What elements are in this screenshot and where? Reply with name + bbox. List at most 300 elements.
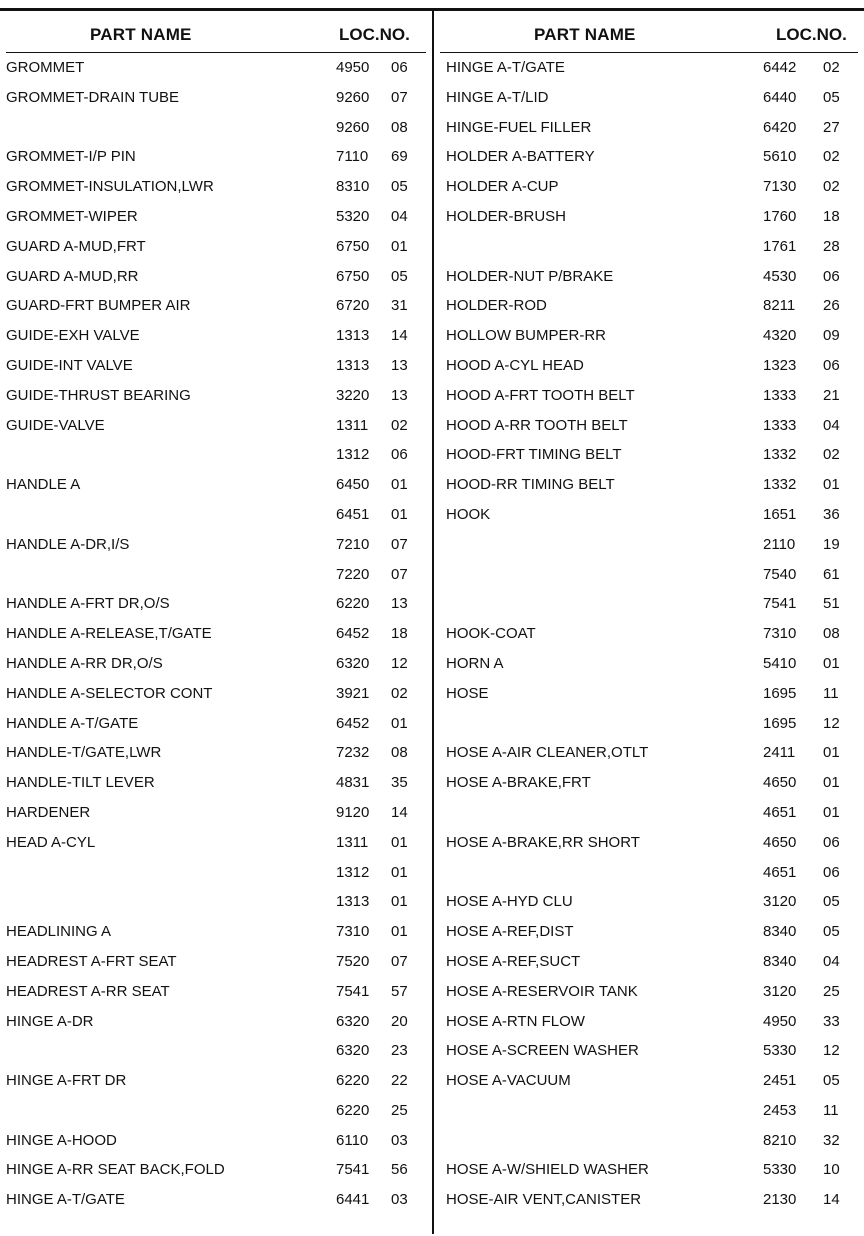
loc-sub-number: 23	[391, 1042, 408, 1060]
table-row	[446, 560, 864, 590]
loc-number: 5330	[763, 1161, 797, 1179]
loc-sub-number: 21	[823, 386, 840, 404]
part-name: HOOD-FRT TIMING BELT	[446, 446, 622, 464]
loc-sub-number: 01	[391, 833, 408, 851]
loc-sub-number: 20	[391, 1012, 408, 1030]
loc-number: 6452	[336, 714, 370, 732]
loc-number: 1313	[336, 327, 370, 345]
table-row	[6, 1155, 428, 1185]
left-column-header	[6, 11, 428, 53]
table-row	[6, 53, 428, 83]
loc-number: 8210	[763, 1131, 797, 1149]
loc-sub-number: 11	[823, 684, 839, 702]
table-row	[6, 887, 428, 917]
part-name: HANDLE-TILT LEVER	[6, 774, 155, 792]
table-row	[6, 530, 428, 560]
loc-sub-number: 01	[391, 893, 408, 911]
loc-number: 6451	[336, 505, 370, 523]
table-row	[446, 1126, 864, 1156]
part-name: GUIDE-EXH VALVE	[6, 327, 140, 345]
table-row	[446, 977, 864, 1007]
part-name: HOSE A-REF,SUCT	[446, 952, 581, 970]
table-row	[6, 709, 428, 739]
part-name: HANDLE A-RELEASE,T/GATE	[6, 625, 212, 643]
loc-number: 1312	[336, 446, 370, 464]
part-name: GROMMET-I/P PIN	[6, 148, 136, 166]
table-row	[6, 381, 428, 411]
table-row	[6, 172, 428, 202]
loc-number: 1332	[763, 476, 797, 494]
table-row	[6, 619, 428, 649]
loc-sub-number: 02	[391, 684, 408, 702]
table-row	[446, 381, 864, 411]
part-name: HINGE A-FRT DR	[6, 1072, 127, 1090]
loc-number: 4650	[763, 774, 797, 792]
loc-number: 6441	[336, 1191, 370, 1209]
loc-sub-number: 05	[823, 893, 840, 911]
part-name: HOOD A-FRT TOOTH BELT	[446, 386, 635, 404]
table-row	[6, 113, 428, 143]
part-name: HOSE	[446, 684, 489, 702]
loc-sub-number: 19	[823, 535, 840, 553]
table-row	[446, 947, 864, 977]
loc-sub-number: 01	[391, 714, 408, 732]
table-row	[6, 1185, 428, 1215]
table-row	[6, 411, 428, 441]
part-name: HOSE A-REF,DIST	[446, 923, 574, 941]
loc-number: 7541	[763, 595, 797, 613]
table-row	[446, 1007, 864, 1037]
loc-number: 1333	[763, 386, 797, 404]
loc-sub-number: 18	[823, 207, 840, 225]
loc-sub-number: 02	[823, 446, 840, 464]
table-row	[446, 440, 864, 470]
part-name: HOLDER-NUT P/BRAKE	[446, 267, 614, 285]
table-row	[6, 83, 428, 113]
table-row	[6, 858, 428, 888]
loc-number: 5610	[763, 148, 797, 166]
part-name: GROMMET-WIPER	[6, 207, 138, 225]
loc-number: 7210	[336, 535, 370, 553]
part-name: GUARD-FRT BUMPER AIR	[6, 297, 191, 315]
table-row	[6, 1096, 428, 1126]
loc-sub-number: 33	[823, 1012, 840, 1030]
table-row	[6, 470, 428, 500]
loc-no-header: LOC.NO.	[339, 25, 410, 44]
loc-sub-number: 05	[823, 88, 840, 106]
loc-number: 6220	[336, 595, 370, 613]
part-name: HEADLINING A	[6, 923, 112, 941]
loc-number: 1323	[763, 356, 797, 374]
loc-number: 7540	[763, 565, 797, 583]
loc-number: 1332	[763, 446, 797, 464]
loc-number: 6450	[336, 476, 370, 494]
loc-sub-number: 18	[391, 625, 408, 643]
table-row	[6, 798, 428, 828]
loc-sub-number: 31	[391, 297, 408, 315]
part-name: GROMMET-DRAIN TUBE	[6, 88, 180, 106]
loc-sub-number: 01	[391, 505, 408, 523]
part-name-header: PART NAME	[534, 25, 636, 44]
table-row	[6, 589, 428, 619]
loc-sub-number: 11	[823, 1101, 839, 1119]
table-row	[6, 1036, 428, 1066]
loc-number: 7310	[336, 923, 370, 941]
loc-sub-number: 04	[823, 416, 840, 434]
loc-sub-number: 02	[823, 59, 840, 76]
loc-number: 6320	[336, 654, 370, 672]
part-name: HINGE A-RR SEAT BACK,FOLD	[6, 1161, 225, 1179]
part-name: HOSE A-RTN FLOW	[446, 1012, 585, 1030]
loc-number: 8340	[763, 923, 797, 941]
table-row	[446, 679, 864, 709]
loc-number: 7310	[763, 625, 797, 643]
left-parts-list	[6, 53, 428, 1215]
table-row	[446, 709, 864, 739]
loc-sub-number: 06	[823, 833, 840, 851]
loc-number: 1312	[336, 863, 370, 881]
loc-sub-number: 08	[823, 625, 840, 643]
loc-sub-number: 07	[391, 952, 408, 970]
loc-sub-number: 03	[391, 1131, 408, 1149]
loc-number: 7520	[336, 952, 370, 970]
loc-sub-number: 02	[823, 148, 840, 166]
part-name: HOLLOW BUMPER-RR	[446, 327, 607, 345]
loc-number: 4320	[763, 327, 797, 345]
loc-number: 1313	[336, 893, 370, 911]
loc-sub-number: 07	[391, 88, 408, 106]
part-name: HARDENER	[6, 803, 91, 821]
loc-sub-number: 12	[391, 654, 408, 672]
loc-number: 2110	[763, 535, 796, 553]
loc-no-header: LOC.NO.	[776, 25, 847, 44]
table-row	[446, 411, 864, 441]
loc-sub-number: 02	[823, 178, 840, 196]
part-name: HOOK-COAT	[446, 625, 536, 643]
loc-sub-number: 12	[823, 714, 840, 732]
part-name: GUARD A-MUD,RR	[6, 267, 139, 285]
table-row	[446, 1036, 864, 1066]
table-row	[446, 53, 864, 83]
loc-number: 7541	[336, 1161, 370, 1179]
loc-sub-number: 61	[823, 565, 840, 583]
loc-number: 6220	[336, 1072, 370, 1090]
loc-number: 1695	[763, 714, 797, 732]
table-row	[446, 291, 864, 321]
loc-sub-number: 10	[823, 1161, 840, 1179]
part-name: HOSE A-BRAKE,FRT	[446, 774, 591, 792]
loc-number: 5330	[763, 1042, 797, 1060]
part-name: HINGE-FUEL FILLER	[446, 118, 592, 136]
table-row	[6, 500, 428, 530]
loc-sub-number: 06	[823, 356, 840, 374]
part-name: HEADREST A-RR SEAT	[6, 982, 170, 1000]
loc-number: 1695	[763, 684, 797, 702]
loc-sub-number: 06	[823, 267, 840, 285]
loc-sub-number: 69	[391, 148, 408, 166]
table-row	[446, 530, 864, 560]
loc-number: 8340	[763, 952, 797, 970]
table-row	[446, 202, 864, 232]
loc-number: 6440	[763, 88, 797, 106]
part-name: HOSE A-BRAKE,RR SHORT	[446, 833, 640, 851]
part-name: HINGE A-T/GATE	[446, 59, 565, 76]
loc-sub-number: 01	[391, 923, 408, 941]
loc-number: 6750	[336, 237, 370, 255]
loc-number: 9120	[336, 803, 370, 821]
table-row	[6, 1007, 428, 1037]
loc-sub-number: 05	[391, 267, 408, 285]
column-divider	[432, 8, 434, 1234]
loc-sub-number: 27	[823, 118, 840, 136]
table-row	[446, 798, 864, 828]
loc-sub-number: 05	[823, 923, 840, 941]
loc-number: 6452	[336, 625, 370, 643]
loc-sub-number: 03	[391, 1191, 408, 1209]
loc-sub-number: 01	[391, 476, 408, 494]
loc-sub-number: 01	[823, 476, 840, 494]
table-row	[446, 321, 864, 351]
loc-number: 3120	[763, 893, 797, 911]
loc-number: 6110	[336, 1131, 369, 1149]
loc-sub-number: 25	[823, 982, 840, 1000]
loc-sub-number: 06	[391, 446, 408, 464]
table-row	[446, 470, 864, 500]
loc-number: 7130	[763, 178, 797, 196]
loc-number: 7541	[336, 982, 370, 1000]
loc-sub-number: 56	[391, 1161, 408, 1179]
loc-number: 8310	[336, 178, 370, 196]
right-parts-list	[446, 53, 864, 1215]
table-row	[446, 83, 864, 113]
loc-number: 2411	[763, 744, 796, 762]
part-name: HORN A	[446, 654, 504, 672]
loc-number: 4831	[336, 774, 370, 792]
loc-number: 7232	[336, 744, 370, 762]
table-row	[6, 142, 428, 172]
loc-number: 4650	[763, 833, 797, 851]
table-row	[446, 142, 864, 172]
table-row	[446, 1155, 864, 1185]
loc-sub-number: 06	[391, 59, 408, 76]
loc-number: 9260	[336, 88, 370, 106]
loc-number: 6442	[763, 59, 797, 76]
part-name: HOOD A-CYL HEAD	[446, 356, 584, 374]
part-name: HANDLE A	[6, 476, 81, 494]
loc-sub-number: 13	[391, 356, 408, 374]
part-name: HOSE A-W/SHIELD WASHER	[446, 1161, 649, 1179]
table-row	[6, 262, 428, 292]
part-name: HANDLE A-DR,I/S	[6, 535, 130, 553]
loc-sub-number: 01	[391, 237, 408, 255]
table-row	[446, 649, 864, 679]
loc-number: 4530	[763, 267, 797, 285]
table-row	[446, 768, 864, 798]
part-name: HANDLE-T/GATE,LWR	[6, 744, 162, 762]
loc-number: 6750	[336, 267, 370, 285]
loc-sub-number: 26	[823, 297, 840, 315]
loc-sub-number: 36	[823, 505, 840, 523]
loc-sub-number: 08	[391, 118, 408, 136]
part-name: HOSE A-HYD CLU	[446, 893, 573, 911]
table-row	[446, 232, 864, 262]
loc-sub-number: 08	[391, 744, 408, 762]
loc-number: 1333	[763, 416, 797, 434]
table-row	[446, 858, 864, 888]
loc-number: 1313	[336, 356, 370, 374]
loc-sub-number: 04	[823, 952, 840, 970]
table-row	[446, 1096, 864, 1126]
right-column	[446, 11, 864, 1215]
loc-sub-number: 04	[391, 207, 408, 225]
loc-sub-number: 05	[823, 1072, 840, 1090]
left-column	[6, 11, 428, 1215]
loc-sub-number: 22	[391, 1072, 408, 1090]
loc-number: 1311	[336, 833, 369, 851]
table-row	[446, 113, 864, 143]
table-row	[446, 917, 864, 947]
part-name: HOOD A-RR TOOTH BELT	[446, 416, 628, 434]
part-name: HOLDER A-BATTERY	[446, 148, 595, 166]
table-row	[6, 440, 428, 470]
loc-number: 4651	[763, 863, 797, 881]
loc-sub-number: 06	[823, 863, 840, 881]
loc-number: 6420	[763, 118, 797, 136]
table-row	[446, 738, 864, 768]
loc-sub-number: 14	[823, 1191, 840, 1209]
table-row	[6, 1066, 428, 1096]
part-name: HANDLE A-SELECTOR CONT	[6, 684, 213, 702]
table-row	[6, 1126, 428, 1156]
table-row	[6, 321, 428, 351]
loc-sub-number: 01	[823, 744, 840, 762]
table-row	[446, 619, 864, 649]
part-name: GROMMET	[6, 59, 85, 76]
loc-sub-number: 01	[391, 863, 408, 881]
part-name: HOSE A-RESERVOIR TANK	[446, 982, 638, 1000]
part-name: HOSE A-AIR CLEANER,OTLT	[446, 744, 649, 762]
table-row	[6, 768, 428, 798]
loc-number: 1311	[336, 416, 369, 434]
loc-number: 5320	[336, 207, 370, 225]
loc-number: 8211	[763, 297, 796, 315]
loc-sub-number: 12	[823, 1042, 840, 1060]
loc-number: 6320	[336, 1012, 370, 1030]
loc-number: 3921	[336, 684, 370, 702]
part-name: HOOK	[446, 505, 491, 523]
loc-sub-number: 25	[391, 1101, 408, 1119]
part-name: HOOD-RR TIMING BELT	[446, 476, 615, 494]
loc-sub-number: 13	[391, 386, 408, 404]
table-row	[446, 589, 864, 619]
loc-number: 1761	[763, 237, 797, 255]
loc-number: 7110	[336, 148, 369, 166]
loc-sub-number: 13	[391, 595, 408, 613]
table-row	[6, 679, 428, 709]
loc-sub-number: 35	[391, 774, 408, 792]
loc-number: 5410	[763, 654, 797, 672]
part-name: HEAD A-CYL	[6, 833, 96, 851]
table-row	[6, 560, 428, 590]
loc-number: 6220	[336, 1101, 370, 1119]
loc-sub-number: 28	[823, 237, 840, 255]
loc-number: 4950	[336, 59, 370, 76]
part-name: HEADREST A-FRT SEAT	[6, 952, 177, 970]
loc-sub-number: 07	[391, 565, 408, 583]
part-name: HOSE A-SCREEN WASHER	[446, 1042, 639, 1060]
part-name: HANDLE A-T/GATE	[6, 714, 139, 732]
loc-sub-number: 05	[391, 178, 408, 196]
table-row	[446, 828, 864, 858]
loc-number: 3220	[336, 386, 370, 404]
table-row	[446, 500, 864, 530]
part-name-header: PART NAME	[90, 25, 192, 44]
loc-sub-number: 57	[391, 982, 408, 1000]
part-name: HINGE A-T/GATE	[6, 1191, 125, 1209]
loc-number: 4651	[763, 803, 797, 821]
loc-number: 4950	[763, 1012, 797, 1030]
loc-number: 2451	[763, 1072, 797, 1090]
table-row	[6, 917, 428, 947]
table-row	[6, 828, 428, 858]
loc-number: 1760	[763, 207, 797, 225]
part-name: HINGE A-DR	[6, 1012, 94, 1030]
loc-number: 9260	[336, 118, 370, 136]
table-row	[446, 887, 864, 917]
table-row	[6, 351, 428, 381]
loc-number: 2130	[763, 1191, 797, 1209]
loc-sub-number: 01	[823, 803, 840, 821]
loc-number: 7220	[336, 565, 370, 583]
table-row	[446, 1185, 864, 1215]
loc-number: 3120	[763, 982, 797, 1000]
loc-sub-number: 02	[391, 416, 408, 434]
part-name: HANDLE A-RR DR,O/S	[6, 654, 163, 672]
table-row	[446, 351, 864, 381]
loc-sub-number: 01	[823, 654, 840, 672]
table-row	[446, 1066, 864, 1096]
part-name: GUIDE-VALVE	[6, 416, 105, 434]
loc-sub-number: 01	[823, 774, 840, 792]
part-name: HOLDER-ROD	[446, 297, 547, 315]
loc-number: 6320	[336, 1042, 370, 1060]
part-name: GUIDE-INT VALVE	[6, 356, 133, 374]
table-row	[6, 738, 428, 768]
table-row	[6, 947, 428, 977]
loc-sub-number: 07	[391, 535, 408, 553]
table-row	[446, 172, 864, 202]
part-name: HINGE A-HOOD	[6, 1131, 117, 1149]
part-name: HOLDER-BRUSH	[446, 207, 567, 225]
part-name: HINGE A-T/LID	[446, 88, 549, 106]
loc-sub-number: 51	[823, 595, 840, 613]
table-row	[6, 232, 428, 262]
part-name: HOLDER A-CUP	[446, 178, 559, 196]
table-row	[6, 202, 428, 232]
loc-sub-number: 32	[823, 1131, 840, 1149]
right-column-header	[446, 11, 864, 53]
loc-sub-number: 14	[391, 803, 408, 821]
table-row	[6, 291, 428, 321]
loc-number: 2453	[763, 1101, 797, 1119]
part-name: HOSE A-VACUUM	[446, 1072, 571, 1090]
loc-number: 1651	[763, 505, 797, 523]
part-name: HOSE-AIR VENT,CANISTER	[446, 1191, 642, 1209]
table-row	[6, 649, 428, 679]
table-row	[6, 977, 428, 1007]
loc-sub-number: 09	[823, 327, 840, 345]
part-name: HANDLE A-FRT DR,O/S	[6, 595, 170, 613]
